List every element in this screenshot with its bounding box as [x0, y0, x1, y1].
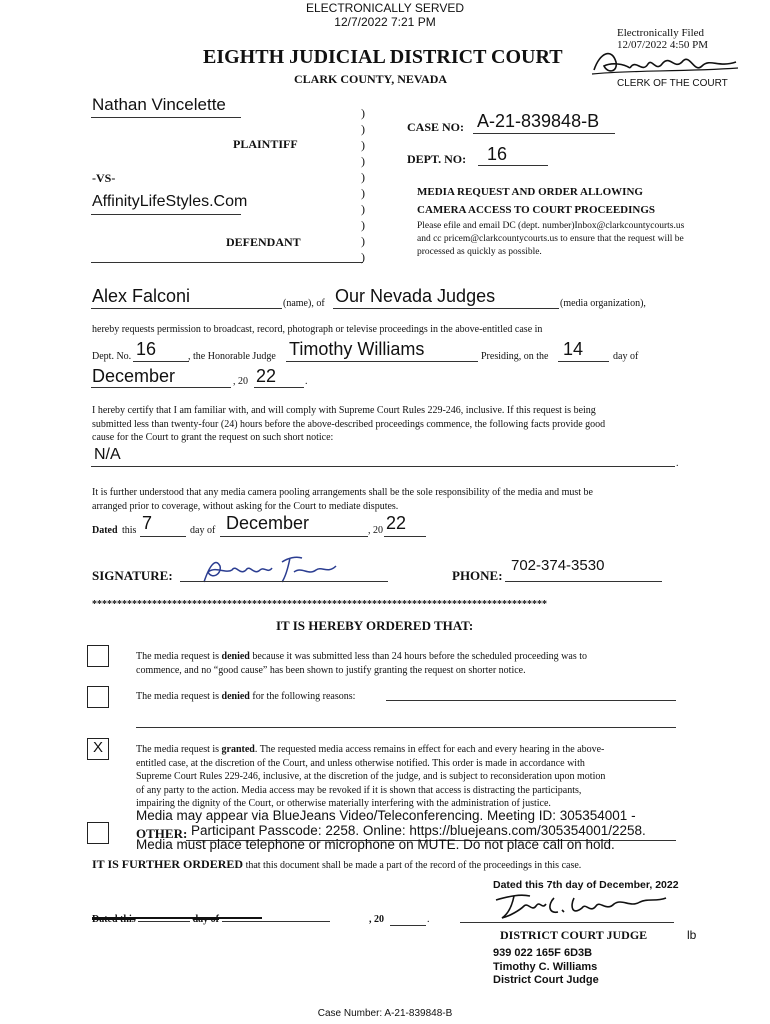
struck-day-blank	[138, 921, 190, 922]
permission-text: hereby requests permission to broadcast, record, photograph or televise proceedings in the above-entitled case in	[92, 324, 543, 335]
clerk-signature-image	[590, 44, 740, 80]
option3-line-4: of any party to the action. Media access may be revoked if it is shown that access is distracting the participants,	[136, 784, 582, 796]
phone-line	[505, 581, 662, 582]
option2-rest: for the following reasons:	[249, 691, 356, 702]
dated-day-line	[140, 536, 186, 537]
dept-no-value: 16	[487, 144, 508, 164]
denied-reasons-checkbox[interactable]	[87, 686, 109, 708]
certify-line-3: cause for the Court to grant the request on such short notice:	[92, 432, 334, 443]
year-line	[254, 387, 304, 388]
other-checkbox[interactable]	[87, 822, 109, 844]
paren: )	[361, 186, 365, 200]
request-dept-line	[133, 361, 189, 362]
request-dept-value: 16	[136, 339, 157, 359]
served-line-2: 12/7/2022 7:21 PM	[334, 15, 436, 29]
year-prefix: , 20	[233, 376, 248, 387]
judge-title: DISTRICT COURT JUDGE	[500, 928, 648, 942]
defendant-name: AffinityLifeStyles.Com	[92, 193, 248, 210]
judge-stamp	[493, 947, 599, 988]
struck-dated-line	[92, 914, 330, 925]
struck-month-blank	[222, 921, 330, 922]
name-label: (name), of	[283, 298, 325, 309]
signature-label: SIGNATURE:	[92, 568, 173, 583]
paren: )	[361, 138, 365, 152]
struck-dated-this: Dated this	[92, 914, 136, 925]
strike-bar	[92, 917, 262, 919]
form-title-1: MEDIA REQUEST AND ORDER ALLOWING	[417, 186, 643, 198]
paren: )	[361, 170, 365, 184]
option3-line-1	[136, 743, 681, 757]
dated-label: Dated	[92, 525, 118, 536]
pooling-paragraph	[92, 486, 692, 513]
day-of-label-2: day of	[190, 525, 216, 536]
dept-no-label: DEPT. NO:	[407, 152, 467, 166]
media-organization: Our Nevada Judges	[335, 286, 496, 306]
option2-pre: The media request is	[136, 691, 222, 702]
other-label: OTHER:	[136, 826, 188, 841]
day-line	[558, 361, 609, 362]
pooling-line-1: It is further understood that any media camera pooling arrangements shall be the sole responsibility of the media and must be	[92, 487, 593, 498]
judge-prefix: , the Honorable Judge	[188, 351, 276, 362]
filed-line-2: 12/07/2022 4:50 PM	[617, 39, 709, 51]
case-no-line	[473, 133, 615, 134]
judge-signature-image	[490, 890, 670, 922]
plaintiff-label: PLAINTIFF	[233, 137, 298, 151]
plaintiff-name-line	[91, 117, 241, 118]
day-value: 14	[563, 339, 584, 359]
dated-year-line	[384, 536, 426, 537]
option1-bold: denied	[221, 651, 250, 662]
judge-signature-line	[460, 922, 674, 923]
short-notice-period: .	[676, 458, 679, 469]
paren: )	[361, 122, 365, 136]
instructions-line-3: processed as quickly as possible.	[417, 247, 542, 257]
further-bold: IT IS FURTHER ORDERED	[92, 857, 244, 871]
denied-reasons-line-2	[136, 727, 676, 728]
footer-case-number: Case Number: A-21-839848-B	[317, 1008, 453, 1019]
month-line	[91, 387, 231, 388]
requester-signature-image	[198, 552, 343, 588]
pooling-line-2: arranged prior to coverage, without asking for the Court to mediate disputes.	[92, 500, 399, 512]
option-denied-reasons	[136, 690, 355, 704]
further-ordered	[92, 857, 581, 872]
signature-line	[180, 581, 388, 582]
dated-month: December	[226, 513, 310, 533]
served-line-1: ELECTRONICALLY SERVED	[305, 1, 465, 15]
option3-line-2: entitled case, at the discretion of the Court, and unless otherwise notified. This order is made in accordance with	[136, 757, 585, 769]
presiding-label: Presiding, on the	[481, 351, 549, 362]
option-granted	[136, 743, 681, 811]
option1-pre: The media request is	[136, 651, 222, 662]
denied-late-checkbox[interactable]	[87, 645, 109, 667]
org-label: (media organization),	[560, 298, 646, 309]
year-blank-suffix: .	[427, 914, 430, 925]
struck-day-of: day of	[192, 914, 220, 925]
requester-name-line	[91, 308, 282, 309]
option3-line-5: impairing the dignity of the Court, or otherwise materially interfering with the administration of justice.	[136, 798, 551, 809]
plaintiff-name: Nathan Vincelette	[92, 95, 226, 114]
requester-name: Alex Falconi	[92, 286, 191, 306]
year-blank-prefix: , 20	[369, 914, 384, 925]
judge-initials: lb	[687, 928, 697, 942]
dated-year-prefix: , 20	[368, 525, 383, 536]
option1-rest: because it was submitted less than 24 hours before the scheduled proceeding was to	[249, 651, 588, 662]
caption-bottom-line	[91, 262, 363, 263]
case-no-label: CASE NO:	[407, 120, 465, 134]
dated-day: 7	[142, 513, 153, 533]
this-label: this	[122, 525, 137, 536]
short-notice-line	[91, 466, 675, 467]
clerk-label: CLERK OF THE COURT	[617, 78, 728, 89]
instructions	[417, 220, 684, 259]
option-denied-late	[136, 650, 676, 677]
paren: )	[361, 234, 365, 248]
further-rest: that this document shall be made a part of the record of the proceedings in this case.	[243, 860, 582, 871]
case-no-value: A-21-839848-B	[477, 111, 600, 131]
paren: )	[361, 106, 365, 120]
instructions-line-1: Please efile and email DC (dept. number)Inbox@clarkcountycourts.us	[417, 221, 685, 231]
judge-line	[286, 361, 478, 362]
year-value: 22	[256, 366, 277, 386]
granted-checkbox[interactable]: X	[87, 738, 109, 760]
paren: )	[361, 154, 365, 168]
defendant-name-line	[91, 214, 241, 215]
option3-line-3: Supreme Court Rules 229-246, inclusive, at the discretion of the judge, and is subject to reconsideration upon motion	[136, 771, 606, 782]
separator-stars: *******************************************************************************************	[92, 599, 547, 610]
court-title: EIGHTH JUDICIAL DISTRICT COURT	[203, 46, 563, 68]
served-stamp	[0, 1, 770, 29]
day-of-label: day of	[613, 351, 639, 362]
dated-year: 22	[386, 513, 407, 533]
certify-paragraph	[92, 404, 692, 445]
judge-value: Timothy Williams	[289, 339, 425, 359]
dept-no-line	[478, 165, 548, 166]
other-line-2: Participant Passcode: 2258. Online: https://bluejeans.com/305354001/2258.	[191, 823, 646, 838]
phone-value: 702-374-3530	[511, 557, 605, 574]
paren: )	[361, 202, 365, 216]
short-notice-reason: N/A	[94, 446, 121, 463]
certify-line-2: submitted less than twenty-four (24) hours before the above-described proceedings commence, the following facts provide good	[92, 418, 606, 430]
filed-line-1: Electronically Filed	[617, 27, 705, 39]
option3-pre: The media request is	[136, 744, 222, 755]
county-line: CLARK COUNTY, NEVADA	[294, 72, 448, 86]
stamp-code: 939 022 165F 6D3B	[493, 947, 593, 959]
phone-label: PHONE:	[452, 568, 503, 583]
month-value: December	[92, 366, 176, 386]
stamp-title: District Court Judge	[493, 974, 599, 986]
ordered-heading: IT IS HEREBY ORDERED THAT:	[276, 618, 474, 633]
certify-line-1: I hereby certify that I am familiar with, and will comply with Supreme Court Rules 229-246, inclusive. If this request is being	[92, 405, 596, 416]
stamp-name: Timothy C. Williams	[493, 960, 598, 973]
option1-line-1	[136, 650, 676, 664]
vs-label: -VS-	[92, 171, 116, 185]
option3-bold: granted	[221, 744, 255, 755]
denied-reasons-line-1	[386, 700, 676, 701]
form-title-2: CAMERA ACCESS TO COURT PROCEEDINGS	[417, 204, 655, 216]
organization-line	[333, 308, 559, 309]
paren: )	[361, 250, 365, 264]
instructions-line-2: and cc pricem@clarkcountycourts.us to ensure that the request will be	[417, 234, 684, 244]
year-blank-line	[390, 925, 426, 926]
dated-month-line	[220, 536, 368, 537]
option3-rest: . The requested media access remains in effect for each and every hearing in the above-	[254, 744, 605, 755]
other-line-3: Media must place telephone or microphone on MUTE. Do not place call on hold.	[136, 837, 615, 852]
option1-line-2: commence, and no “good cause” has been shown to justify granting the request on shorter notice.	[136, 664, 526, 676]
paren: )	[361, 218, 365, 232]
other-line-1: Media may appear via BlueJeans Video/Teleconferencing. Meeting ID: 305354001 -	[136, 808, 636, 823]
defendant-label: DEFENDANT	[226, 235, 301, 249]
option2-bold: denied	[221, 691, 250, 702]
dated-stamp: Dated this 7th day of December, 2022	[493, 879, 679, 891]
year-suffix: .	[305, 376, 308, 387]
dept-prefix: Dept. No.	[92, 351, 132, 362]
